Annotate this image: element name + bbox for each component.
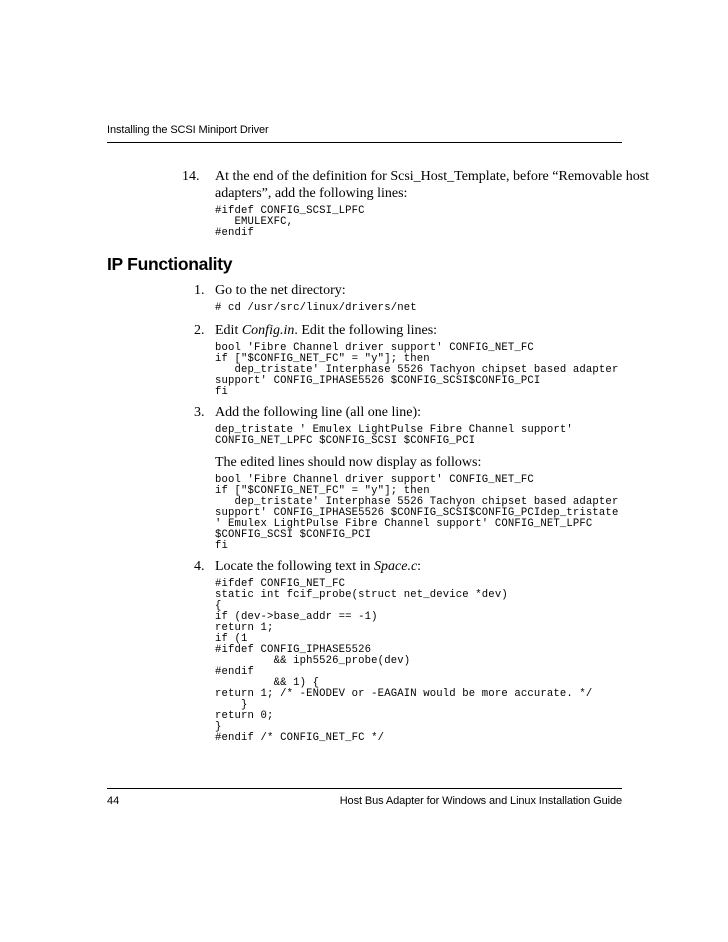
step-14-text-line1: At the end of the definition for Scsi_Host_Template, before “Removable host <box>215 169 650 184</box>
step-14-text-line2: adapters”, add the following lines: <box>215 186 408 201</box>
footer-doc-title: Host Bus Adapter for Windows and Linux Installation Guide <box>339 795 622 807</box>
step-2-text-pre: Edit <box>215 323 242 338</box>
header-rule <box>107 142 622 143</box>
step-4-filename: Space.c <box>374 559 418 574</box>
step-4-text-post: : <box>417 559 422 574</box>
footer-rule <box>107 788 622 789</box>
step-2-filename: Config.in <box>241 323 295 338</box>
running-header: Installing the SCSI Miniport Driver <box>107 124 269 136</box>
step-1-code: # cd /usr/src/linux/drivers/net <box>215 302 417 314</box>
step-3-note: The edited lines should now display as follows: <box>215 455 482 470</box>
step-3-number: 3. <box>194 405 205 420</box>
step-2-text <box>215 322 437 339</box>
step-4-text <box>215 558 421 575</box>
step-3-text: Add the following line (all one line): <box>215 405 422 420</box>
step-4-number: 4. <box>194 559 205 574</box>
step-2-number: 2. <box>194 323 205 338</box>
step-4-text-pre: Locate the following text in <box>215 559 375 574</box>
step-14-number: 14. <box>182 169 200 184</box>
step-4-code: #ifdef CONFIG_NET_FC static int fcif_probe(struct net_device *dev) { if (dev->base_addr == -1) return 1; if (1 #ifdef CONFIG_IPHASE5526 && iph5526_probe(dev) #endif && 1) { return 1; /* -ENODEV or -EAGAIN would be more accurate. */ } return 0; } #endif /* CONFIG_NET_FC */ <box>215 578 593 744</box>
step-2-code: bool 'Fibre Channel driver support' CONFIG_NET_FC if ["$CONFIG_NET_FC" = "y"]; then dep_tristate' Interphase 5526 Tachyon chipset based adapter support' CONFIG_IPHASE5526 $CONFIG_SCSI$CONFIG_PCI fi <box>215 342 619 398</box>
step-3-code-result: bool 'Fibre Channel driver support' CONFIG_NET_FC if ["$CONFIG_NET_FC" = "y"]; then dep_tristate' Interphase 5526 Tachyon chipset based adapter support' CONFIG_IPHASE5526 $CONFIG_SCSI$CONFIG_PCIdep_tristate ' Emulex LightPulse Fibre Channel support' CONFIG_NET_LPFC $CONFIG_SCSI $CONFIG_PCI fi <box>215 474 619 552</box>
step-3-code: dep_tristate ' Emulex LightPulse Fibre Channel support' CONFIG_NET_LPFC $CONFIG_SCSI $CONFIG_PCI <box>215 424 573 447</box>
step-2-text-post: . Edit the following lines: <box>294 323 438 338</box>
step-14-code: #ifdef CONFIG_SCSI_LPFC EMULEXFC, #endif <box>215 205 365 239</box>
step-1-text: Go to the net directory: <box>215 283 346 298</box>
section-heading: IP Functionality <box>107 254 233 274</box>
step-1-number: 1. <box>194 283 205 298</box>
page-number: 44 <box>107 795 120 807</box>
